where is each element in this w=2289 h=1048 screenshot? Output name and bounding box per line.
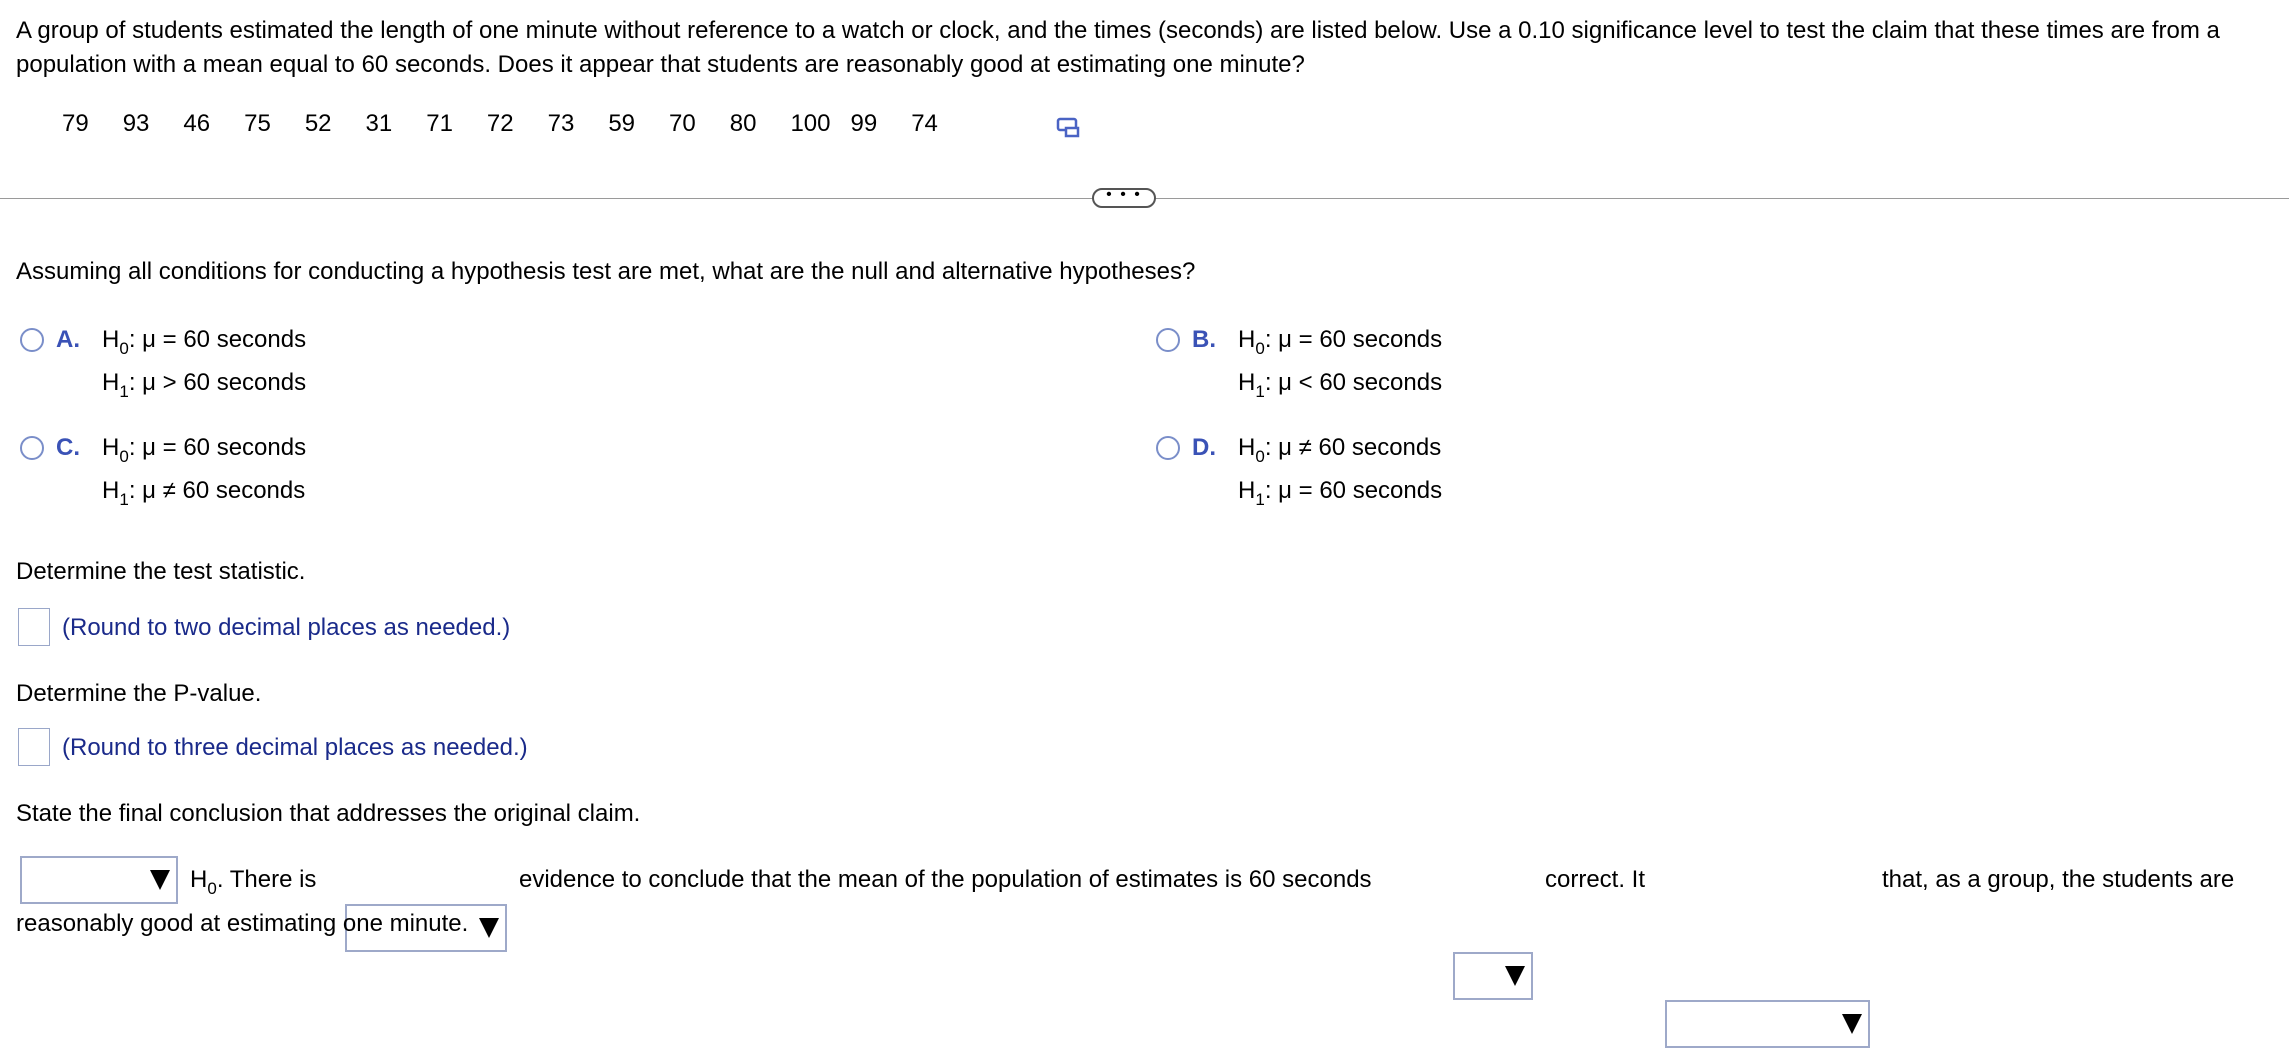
data-values	[62, 104, 938, 144]
conclusion-text-1: $H_0$. There is	[190, 866, 317, 898]
null-hypothesis: $H_0$: μ ≠ 60 seconds	[1238, 434, 1442, 466]
radio-option-d[interactable]	[1156, 436, 1180, 460]
dropdown-arrow-icon	[479, 918, 499, 938]
null-hypothesis: $H_0$: μ = 60 seconds	[102, 434, 307, 466]
data-value: 52	[304, 110, 332, 137]
option-letter: B.	[1192, 326, 1216, 353]
radio-option-a[interactable]	[20, 328, 44, 352]
data-value: 31	[365, 110, 393, 137]
p-value-prompt: Determine the P-value.	[16, 680, 262, 707]
null-hypothesis: $H_0$: μ = 60 seconds	[1238, 326, 1443, 358]
alt-hypothesis: $H_1$: μ < 60 seconds	[1238, 369, 1443, 401]
option-a[interactable]	[20, 322, 306, 404]
conclusion-text-2: evidence to conclude that the mean of the population of estimates is 60 seconds	[519, 866, 1372, 893]
data-value: 46	[183, 110, 211, 137]
problem-statement: A group of students estimated the length of one minute without reference to a watch or clock, and the times (seconds) are listed below. Use a 0.10 significance level to test the claim that these times are from a population with a mean equal to 60 seconds. Does it appear that students are reasonably good at estimating one minute?	[16, 17, 2220, 78]
claim-dropdown[interactable]	[1453, 952, 1533, 1000]
hypotheses-question: Assuming all conditions for conducting a hypothesis test are met, what are the null and alternative hypotheses?	[16, 258, 1196, 285]
option-c[interactable]	[20, 430, 306, 512]
alt-hypothesis: $H_1$: μ ≠ 60 seconds	[102, 477, 306, 509]
alt-hypothesis: $H_1$: μ > 60 seconds	[102, 369, 307, 401]
copy-data-icon[interactable]	[1056, 114, 1082, 140]
option-letter: D.	[1192, 434, 1216, 461]
dropdown-arrow-icon	[1505, 966, 1525, 986]
data-value: 80	[729, 110, 757, 137]
appears-dropdown[interactable]	[1665, 1000, 1870, 1048]
more-options-button[interactable]: • • •	[1092, 188, 1156, 208]
data-value: 71	[426, 110, 453, 137]
dropdown-arrow-icon	[1842, 1014, 1862, 1034]
test-statistic-hint: (Round to two decimal places as needed.)	[62, 614, 511, 641]
p-value-hint: (Round to three decimal places as needed.)	[62, 734, 528, 761]
dropdown-arrow-icon	[150, 870, 170, 890]
data-value: 70	[669, 110, 696, 137]
conclusion-text-3: correct. It	[1545, 866, 1646, 893]
option-letter: A.	[56, 326, 80, 353]
test-statistic-input[interactable]	[18, 608, 50, 646]
p-value-input[interactable]	[18, 728, 50, 766]
conclusion-text-5: reasonably good at estimating one minute.	[16, 910, 469, 937]
data-value: 72	[486, 110, 514, 137]
radio-option-b[interactable]	[1156, 328, 1180, 352]
conclusion-prompt: State the final conclusion that addresses the original claim.	[16, 800, 641, 827]
data-value: 73	[547, 110, 575, 137]
reject-decision-dropdown[interactable]	[20, 856, 178, 904]
data-value: 59	[608, 110, 636, 137]
option-letter: C.	[56, 434, 80, 461]
data-value: 74	[911, 110, 938, 137]
alt-hypothesis: $H_1$: μ = 60 seconds	[1238, 477, 1443, 509]
data-value: 79	[62, 110, 89, 137]
data-value: 99	[850, 110, 878, 137]
data-value: 100	[790, 110, 831, 137]
data-value: 93	[122, 110, 150, 137]
data-value: 75	[244, 110, 271, 137]
option-d[interactable]	[1156, 430, 1442, 512]
conclusion-text-4: that, as a group, the students are	[1882, 866, 2235, 893]
option-b[interactable]	[1156, 322, 1442, 404]
radio-option-c[interactable]	[20, 436, 44, 460]
null-hypothesis: $H_0$: μ = 60 seconds	[102, 326, 307, 358]
test-statistic-prompt: Determine the test statistic.	[16, 558, 306, 585]
